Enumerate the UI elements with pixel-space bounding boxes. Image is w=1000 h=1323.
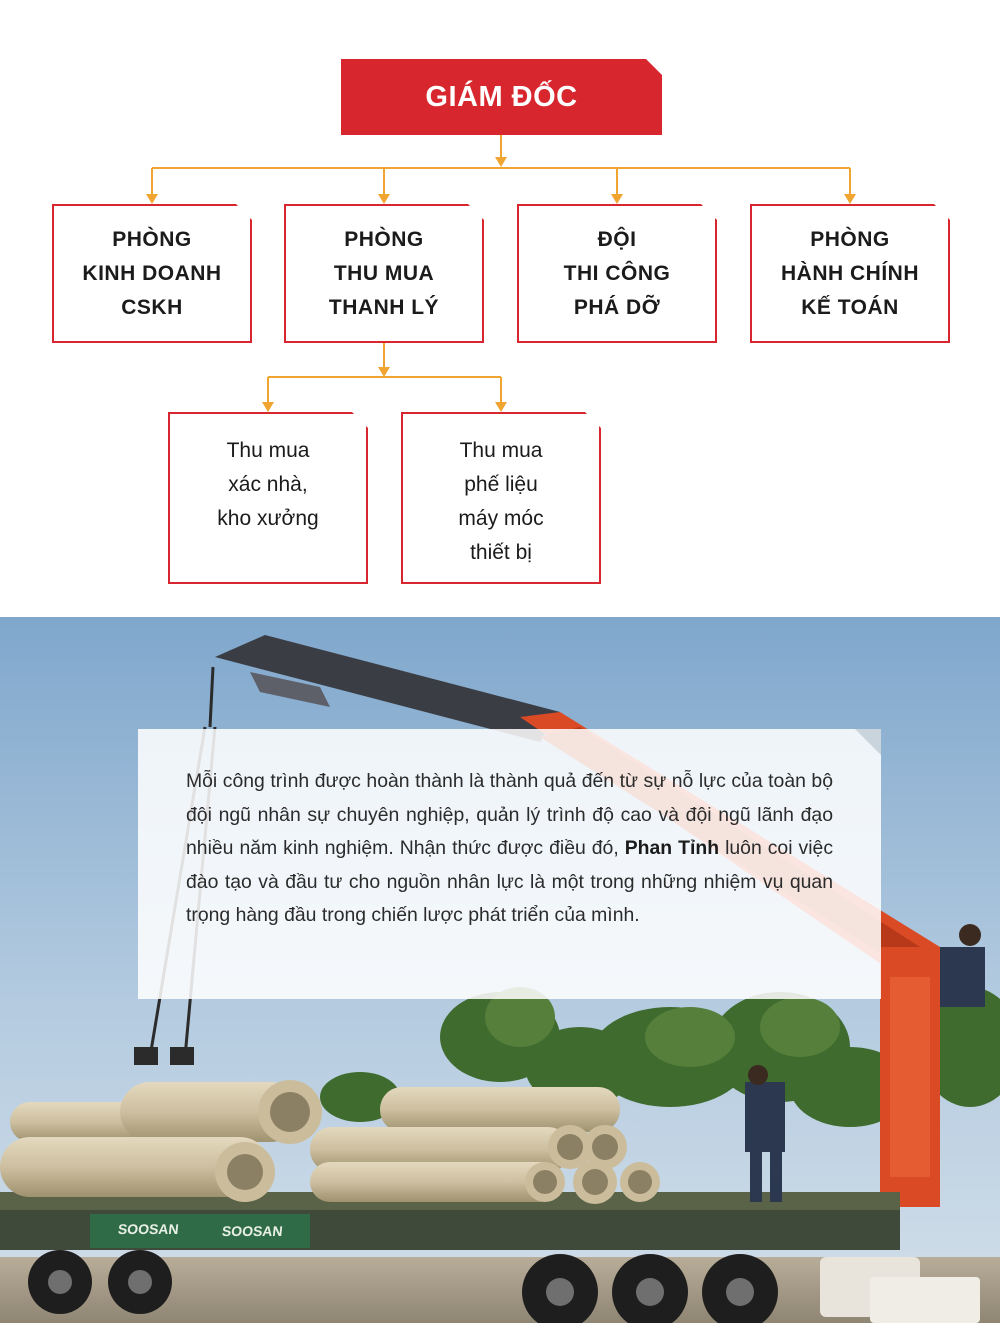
- dept-line: CSKH: [121, 295, 183, 319]
- dept-purchasing-liquidation: [284, 204, 484, 343]
- dept-admin-accounting: [750, 204, 950, 343]
- dept-line: PHÒNG: [810, 227, 890, 251]
- director-box: [341, 59, 662, 135]
- dept-line: KINH DOANH: [82, 261, 222, 285]
- dept-line: THANH LÝ: [328, 295, 440, 319]
- dept-line: PHÒNG: [344, 227, 424, 251]
- dept-line: THU MUA: [333, 261, 435, 285]
- sub-unit-line: máy móc: [458, 507, 544, 530]
- sub-unit-scrap-machinery: [401, 412, 601, 584]
- sub-unit-line: kho xưởng: [217, 507, 319, 530]
- dept-sales-customer-care: [52, 204, 252, 343]
- dept-line: THI CÔNG: [563, 261, 671, 285]
- sub-unit-line: Thu mua: [459, 439, 543, 462]
- dept-line: KẾ TOÁN: [801, 295, 899, 319]
- intro-paragraph: [186, 765, 833, 933]
- intro-text-before: Mỗi công trình được hoàn thành là thành quả đến từ sự nỗ lực của toàn bộ đội ngũ nhân sự chuyên nghiệp, quản lý trình độ cao và đội ngũ lãnh đạo nhiều năm kinh nghiệm. Nhận thức được điều đó,: [186, 770, 833, 860]
- intro-text-after: luôn coi việc đào tạo và đầu tư cho nguồn nhân lực là một trong những nhiệm vụ quan trọng hàng đầu trong chiến lược phát triển của mình.: [186, 837, 834, 927]
- director-label: GIÁM ĐỐC: [425, 80, 578, 113]
- sub-unit-buildings-warehouses: [168, 412, 368, 584]
- sub-unit-line: phế liệu: [464, 473, 538, 496]
- company-name: Phan Tỉnh: [624, 837, 720, 860]
- dept-line: PHÒNG: [112, 227, 192, 251]
- dept-line: ĐỘI: [597, 227, 637, 251]
- dept-line: HÀNH CHÍNH: [781, 261, 919, 285]
- sub-unit-line: Thu mua: [226, 439, 310, 462]
- truck-brand-label: SOOSAN: [117, 1221, 180, 1237]
- dept-line: PHÁ DỠ: [573, 295, 661, 319]
- panel-corner-cut: [855, 729, 881, 755]
- sub-unit-line: thiết bị: [470, 541, 532, 564]
- sub-unit-line: xác nhà,: [228, 473, 308, 496]
- truck-brand-label: SOOSAN: [221, 1223, 284, 1239]
- intro-text-panel: [138, 729, 881, 999]
- dept-demolition-team: [517, 204, 717, 343]
